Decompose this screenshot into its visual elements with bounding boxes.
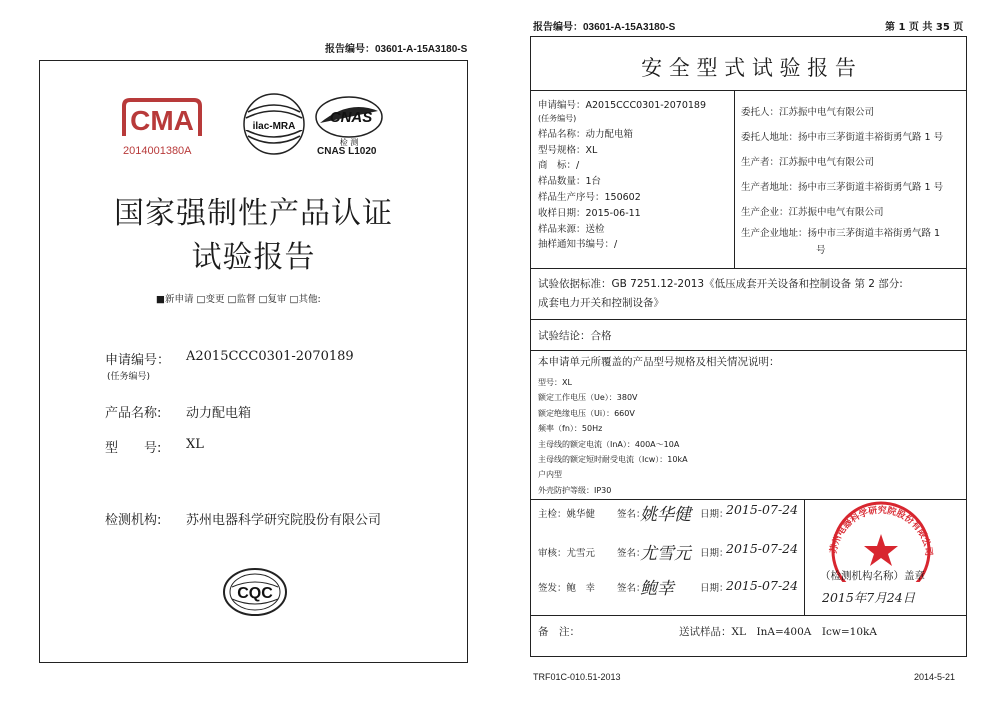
spec-rated-current: 主母线的额定电流（InA）：400A～10A: [538, 439, 680, 449]
spec-ip-rating: 外壳防护等级：IP30: [538, 485, 612, 495]
model-value: XL: [186, 437, 204, 452]
spec-rated-voltage: 额定工作电压（Ue）：380V: [538, 393, 638, 403]
remarks-value: 送试样品：XL InA=400A Icw=10kA: [679, 626, 877, 638]
manufacturer-address-cont: 号: [816, 245, 826, 256]
right-report-number: 报告编号：03601-A-15A3180-S: [533, 22, 676, 33]
cqc-logo: [222, 567, 288, 617]
sample-model: 型号规格：XL: [538, 144, 598, 156]
issuer-label: 签发：鲍 幸: [538, 583, 596, 594]
task-no-label: (任务编号): [107, 372, 151, 382]
spec-model: 型号：XL: [538, 378, 572, 387]
producer-address: 生产者地址：扬中市三茅街道丰裕街勇气路 1 号: [741, 182, 944, 193]
sample-task-no: (任务编号): [538, 113, 577, 123]
cma-logo: [120, 98, 204, 140]
spec-indoor: 户内型: [538, 470, 562, 480]
page-info: 第 1 页 共 35 页: [885, 22, 964, 33]
reviewer-date: 2015-07-24: [726, 541, 799, 556]
left-report-number: 报告编号：03601-A-15A3180-S: [325, 44, 468, 55]
sample-info: [538, 98, 706, 253]
spec-frequency: 频率（fn）：50Hz: [538, 424, 603, 434]
issuer-sign-label: 签名：: [617, 583, 646, 594]
test-basis-line1: 试验依据标准：GB 7251.12-2013《低压成套开关设备和控制设备 第 2 部分:: [538, 278, 903, 290]
sample-name: 样品名称：动力配电箱: [538, 128, 634, 140]
cqc-text: CQC: [237, 585, 273, 602]
ilac-text: ilac-MRA: [252, 121, 296, 132]
spec-withstand-current: 主母线的额定短时耐受电流（Icw）：10kA: [538, 455, 688, 465]
sample-quantity: 样品数量：1台: [538, 176, 602, 188]
product-value: 动力配电箱: [186, 406, 252, 421]
cnas-number: CNAS L1020: [317, 146, 377, 157]
product-label: 产品名称:: [105, 406, 162, 421]
app-no-label: 申请编号：: [105, 353, 171, 368]
manufacturer-name: 生产企业：江苏振中电气有限公司: [741, 207, 884, 218]
test-basis-line2: 成套电力开关和控制设备》: [538, 297, 664, 309]
reviewer-label: 审核：尤雪元: [538, 548, 596, 559]
sample-brand: 商 标：/: [538, 160, 580, 172]
reviewer-row: [538, 545, 595, 559]
cma-number: 2014001380A: [123, 145, 192, 157]
spec-insulation-voltage: 额定绝缘电压（Ui）：660V: [538, 408, 635, 418]
client-address: 委托人地址：扬中市三茅街道丰裕街勇气路 1 号: [741, 132, 944, 143]
cma-text: CMA: [130, 105, 194, 136]
cnas-text: CNAS: [329, 109, 373, 126]
right-title: 安 全 型 式 试 验 报 告: [641, 56, 856, 80]
inspector-row: [538, 506, 595, 520]
remarks-label: 备 注：: [538, 626, 580, 638]
coverage-header: 本申请单元所覆盖的产品型号规格及相关情况说明：: [538, 356, 780, 368]
stamp-date: 2015年7月24日: [822, 590, 916, 605]
inspector-label: 主检：姚华健: [538, 509, 596, 520]
cnas-logo: [314, 95, 384, 153]
sample-received-date: 收样日期：2015-06-11: [538, 207, 641, 219]
inspector-date: 2015-07-24: [726, 502, 799, 517]
inspector-signature: 姚华健: [640, 505, 691, 525]
client-info: [741, 100, 943, 259]
footer-date: 2014-5-21: [914, 672, 956, 682]
sample-source: 样品来源：送检: [538, 223, 605, 235]
left-title-line1: 国家强制性产品认证: [114, 196, 393, 231]
issuer-date-label: 日期：: [700, 583, 729, 594]
stamp-ring-text: 苏州电器科学研究院股份有限公司: [829, 505, 934, 557]
type-options: ■新申请 □变更 □监督 □复审 □其他:: [156, 294, 321, 305]
app-no-value: A2015CCC0301-2070189: [186, 349, 354, 364]
test-conclusion: 试验结论：合格: [538, 330, 612, 342]
issuer-date: 2015-07-24: [726, 578, 799, 593]
producer-name: 生产者：江苏振中电气有限公司: [741, 157, 875, 168]
org-value: 苏州电器科学研究院股份有限公司: [186, 513, 382, 528]
reviewer-signature: 尤雪元: [640, 544, 691, 564]
issuer-signature: 鲍幸: [640, 579, 674, 599]
manufacturer-address: 生产企业地址：扬中市三茅街道丰裕街勇气路 1: [741, 228, 941, 239]
inspector-sign-label: 签名：: [617, 509, 646, 520]
sample-serial: 样品生产序号：150602: [538, 191, 641, 203]
sample-app-no: 申请编号：A2015CCC0301-2070189: [538, 100, 706, 111]
inspector-date-label: 日期：: [700, 509, 729, 520]
spec-list: [538, 375, 688, 498]
reviewer-date-label: 日期：: [700, 548, 729, 559]
stamp-note: （检测机构名称）盖章: [820, 570, 925, 582]
ilac-mra-logo: [242, 92, 306, 156]
footer-form-code: TRF01C-010.51-2013: [533, 672, 621, 682]
issuer-row: [538, 580, 595, 594]
model-label: 型 号:: [105, 441, 162, 456]
reviewer-sign-label: 签名：: [617, 548, 646, 559]
cnas-sub: 检 测: [339, 138, 359, 147]
sampling-notice-no: 抽样通知书编号：/: [538, 239, 618, 251]
client-name: 委托人：江苏振中电气有限公司: [741, 107, 875, 118]
left-title-line2: 试验报告: [191, 240, 316, 275]
org-label: 检测机构:: [105, 513, 162, 528]
